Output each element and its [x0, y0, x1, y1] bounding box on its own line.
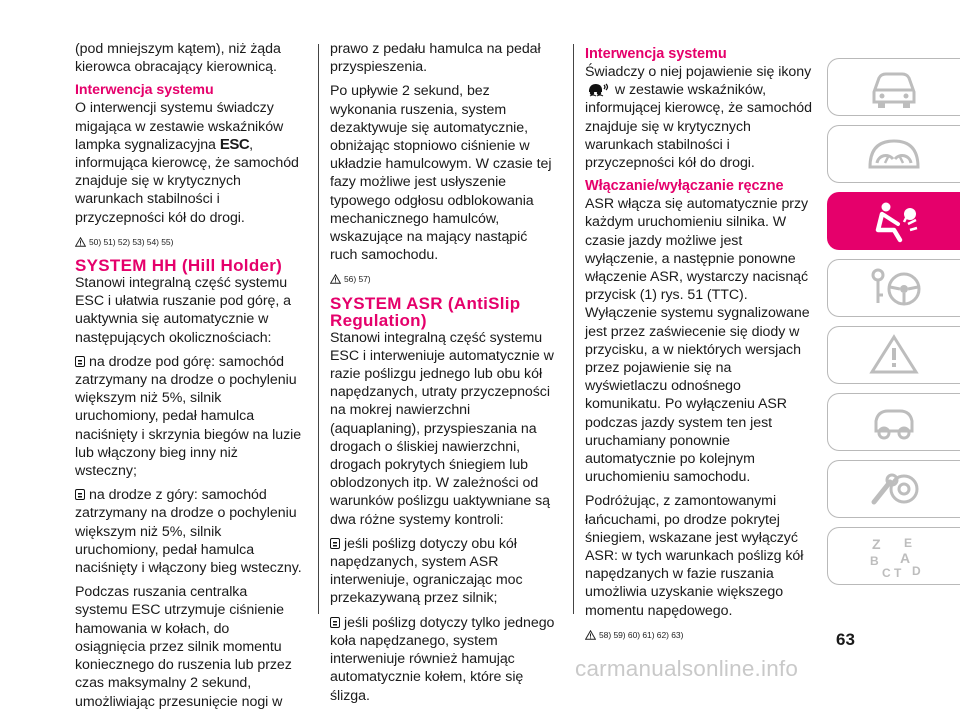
list-item: na drodze z góry: samochód zatrzymany na drodze o pochyleniu większym niż 5%, silnik uruchomiony, pedał hamulca naciśnięty i włączony bieg wsteczny. [75, 487, 302, 577]
key-steering-wheel-icon [864, 265, 924, 311]
list-item: jeśli poślizg dotyczy tylko jednego koła napędzanego, system interweniuje również hamując automatycznie kołem, które się ślizga. [330, 614, 558, 705]
watermark: carmanualsonline.info [575, 656, 799, 681]
car-service-icon [864, 399, 924, 445]
paragraph: Podróżując, z zamontowanymi łańcuchami, po drodze pokrytej śniegiem, wskazane jest wyłączyć ASR: w tych warunkach poślizg kół napędzanych w fazie ruszania umożliwia uzyskanie większego momentu napędowego. [585, 493, 804, 619]
tab-starting-driving[interactable] [827, 259, 960, 317]
warning-references: 58) 59) 60) 61) 62) 63) [585, 626, 813, 644]
index-letter: C [882, 566, 891, 579]
car-dashboard-icon [864, 64, 924, 110]
wrench-tire-icon [864, 466, 924, 512]
section-heading: Włączanie/wyłączanie ręczne [585, 178, 784, 195]
tab-safety[interactable] [827, 192, 960, 250]
tab-warning-lights[interactable] [827, 326, 960, 384]
skidding-car-icon [587, 82, 609, 97]
text-column-2 [330, 40, 558, 711]
alphabet-index-icon [864, 533, 924, 579]
paragraph: (pod mniejszym kątem), niż żąda kierowca obracający kierownicą. [75, 41, 281, 76]
text-column-1 [75, 40, 303, 717]
warning-triangle-icon [585, 630, 596, 640]
paragraph: Świadczy o niej pojawienie się ikony w zestawie wskaźników, informującej kierowcę, że samochód znajduje się w krytycznych warunkach stabilności i przyczepności kół do drogi. [585, 64, 812, 172]
page-number: 63 [836, 630, 855, 649]
warning-references: 50) 51) 52) 53) 54) 55) [75, 233, 303, 251]
warning-references: 56) 57) [330, 270, 558, 288]
tab-maintenance[interactable] [827, 460, 960, 518]
warning-triangle-icon [75, 237, 86, 247]
paragraph: prawo z pedału hamulca na pedał przyspieszenia. [330, 41, 541, 76]
paragraph: Po upływie 2 sekund, bez wykonania ruszenia, system dezaktywuje się automatycznie, obniżając stopniowo ciśnienie w układzie hamulcowym. W czasie tej fazy możliwe jest usłyszenie typowego odgłosu odblokowania mechanicznego hamulców, wskazujące na mający nastąpić ruch samochodu. [330, 83, 552, 264]
index-letter: D [912, 564, 921, 578]
section-heading: SYSTEM ASR (AntiSlip Regulation) [330, 293, 521, 330]
warning-triangle-icon [330, 274, 341, 284]
column-divider [318, 44, 319, 614]
section-heading: Interwencja systemu [585, 46, 727, 62]
index-letter: E [904, 536, 913, 550]
warning-triangle-icon [864, 332, 924, 378]
section-heading: SYSTEM HH (Hill Holder) [75, 256, 283, 276]
seat-airbag-icon [864, 198, 924, 244]
list-item: na drodze pod górę: samochód zatrzymany na drodze o pochyleniu większym niż 5%, silnik uruchomiony, pedał hamulca naciśnięty i skrzynia biegów na luzie lub włączony bieg inny niż wsteczny; [75, 353, 302, 480]
esc-warning-icon: ESC [219, 135, 250, 153]
paragraph: O interwencji systemu świadczy migająca w zestawie wskaźników lampka sygnalizacyjna ESC, informująca kierowcę, że samochód znajduje się w krytycznych warunkach stabilności i przyczepności kół do drogi. [75, 100, 299, 226]
section-heading: Interwencja systemu [75, 82, 214, 99]
tab-index[interactable] [827, 527, 960, 585]
list-item: jeśli poślizg dotyczy obu kół napędzanych, system ASR interweniuje, ograniczając moc przekazywaną przez silnik; [330, 535, 558, 608]
dashboard-gauges-icon [864, 131, 924, 177]
index-letter: Z [872, 536, 881, 552]
index-letter: T [894, 566, 902, 579]
text-column-3 [585, 40, 813, 650]
paragraph: Stanowi integralną część systemu ESC i ułatwia ruszanie pod górę, a uaktywnia się automatycznie w następujących okolicznościach: [75, 275, 291, 346]
index-letter: B [870, 554, 879, 568]
tab-car-dashboard[interactable] [827, 58, 960, 116]
paragraph: Podczas ruszania centralka systemu ESC utrzymuje ciśnienie hamowania w kołach, do osiągnięcia przez silnik momentu koniecznego do ruszenia lub przez czas maksymalny 2 sekund, umożliwiając przesunięcie nogi w [75, 584, 292, 710]
paragraph: Stanowi integralną część systemu ESC i interweniuje automatycznie w razie poślizgu jednego lub obu kół napędzanych, utraty przyczepności na mokrej nawierzchni (aquaplaning), przyspieszania na drogach o śliskiej nawierzchni, drogach pokrytych śniegiem lub oblodzonych itp. W zależności od warunków poślizgu uaktywniane są dwa różne systemy kontroli: [330, 329, 554, 528]
tab-dashboard[interactable] [827, 125, 960, 183]
paragraph: ASR włącza się automatycznie przy każdym uruchomieniu silnika. W czasie jazdy możliwe jest wyłączenie, a następnie ponowne włączenie ASR, wystarczy nacisnąć przycisk (1) rys. 51 (TTC). Wyłączenie systemu sygnalizowane jest przez zaświecenie się diody w przycisku, a w niektórych wersjach przez pojawienie się na wyświetlaczu odnośnego komunikatu. Po wyłączeniu ASR podczas jazdy system ten jest uruchamiany ponownie automatycznie po kolejnym uruchomieniu samochodu. [585, 196, 810, 486]
column-divider [573, 44, 574, 614]
tab-emergency[interactable] [827, 393, 960, 451]
index-letter: A [900, 550, 911, 566]
